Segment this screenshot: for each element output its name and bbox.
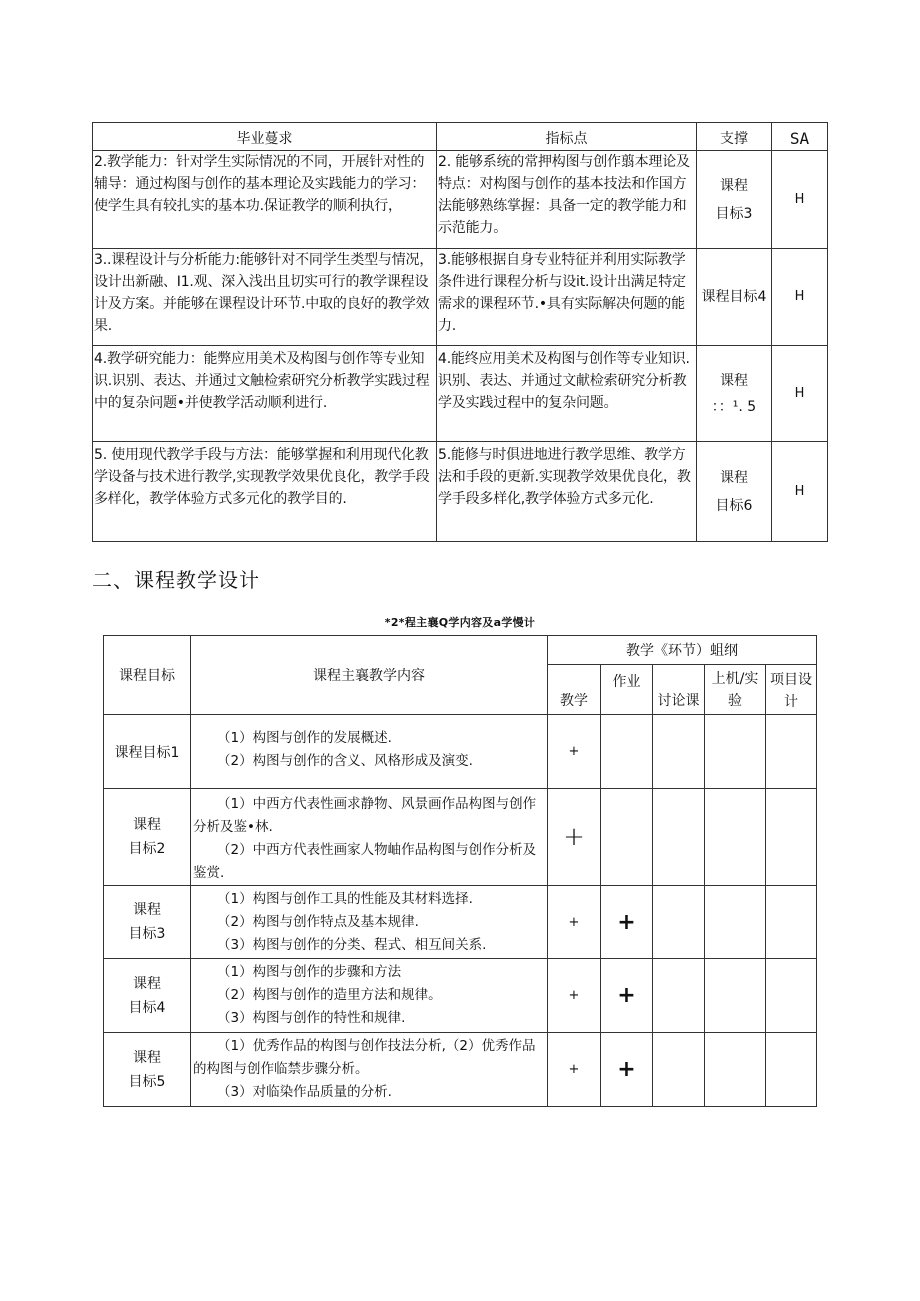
mark-lecture: +	[548, 886, 601, 959]
mark-project	[766, 1033, 817, 1107]
support-line: 课程	[720, 177, 748, 194]
mark-lab	[705, 1033, 766, 1107]
table-row	[93, 249, 828, 346]
indicator-cell: 3.能够根据自身专业特征并利用实际教学条件进行课程分析与设it.设计出满足特定需求的课程环节.•具有实际解决何题的能力.	[437, 249, 697, 346]
goal-line: 课程	[133, 817, 161, 833]
content-cell	[191, 1033, 548, 1107]
header-goal: 课程目标	[104, 636, 191, 715]
header-method-project: 项目设计	[766, 665, 817, 715]
mark-project	[766, 715, 817, 789]
support-line: 课程	[720, 469, 748, 486]
teaching-content-table	[103, 635, 817, 1107]
content-item: （1）优秀作品的构图与创作技法分析,（2）优秀作品的构图与创作临禁步骤分析。	[193, 1038, 536, 1077]
content-item: （2）构图与创作的含义、风格形成及演变.	[217, 753, 473, 769]
table-row	[93, 151, 828, 249]
header-method-lab: 上机/实验	[705, 665, 766, 715]
content-item: （2）中西方代表性画家人物岫作品构图与创作分析及鉴赏.	[193, 842, 537, 881]
content-cell	[191, 789, 548, 886]
support-line: ：：¹. 5	[711, 398, 757, 415]
section-title: 二、课程教学设计	[92, 568, 260, 592]
table-row	[104, 1033, 817, 1107]
support-line: 课程	[720, 372, 748, 389]
table-caption: *2*程主襄Q学内容及a学慢计	[384, 616, 536, 629]
content-item: （3）构图与创作的特性和规律.	[217, 1010, 406, 1026]
header-indicator: 指标点	[437, 123, 697, 151]
table-row	[104, 715, 817, 789]
mark-lab	[705, 789, 766, 886]
table-row	[104, 789, 817, 886]
support-line: 课程目标4	[701, 289, 767, 305]
header-sa: SA	[772, 123, 828, 151]
content-item: （3）构图与创作的分类、程式、相互间关系.	[217, 937, 487, 953]
mark-discussion	[653, 789, 705, 886]
graduation-requirements-table	[92, 122, 828, 542]
level-cell: H	[772, 151, 828, 249]
goal-line: 目标5	[128, 1073, 166, 1090]
mark-project	[766, 886, 817, 959]
support-cell	[697, 249, 772, 346]
goal-line: 课程目标1	[114, 744, 180, 761]
goal-line: 课程	[133, 902, 161, 918]
support-cell	[697, 151, 772, 249]
mark-homework	[601, 789, 653, 886]
content-item: （2）构图与创作特点及基本规律.	[217, 914, 419, 930]
content-item: （1）构图与创作工具的性能及其材料选择.	[217, 891, 473, 907]
requirement-cell: 2.教学能力：针对学生实际情况的不同，开展针对性的辅导：通过构图与创作的基本理论及实践能力的学习：使学生具有较扎实的基本功.保证教学的顺利执行，	[93, 151, 437, 249]
requirement-cell: 5. 使用现代教学手段与方法：能够掌握和利用现代化教学设备与技术进行教学,实现教学效果优良化，教学手段多样化，教学体验方式多元化的教学目的.	[93, 442, 437, 542]
mark-lecture: +	[548, 1033, 601, 1107]
table-header-row	[93, 123, 828, 151]
level-cell: H	[772, 346, 828, 442]
table-row	[93, 346, 828, 442]
goal-cell	[104, 959, 191, 1033]
requirement-cell: 3..课程设计与分析能力:能够针对不同学生类型与情况，设计出新融、I1.观、深入浅出且切实可行的教学课程设计及方案。并能够在课程设计环节.中取的良好的教学效果.	[93, 249, 437, 346]
goal-line: 目标4	[128, 999, 166, 1016]
mark-lab	[705, 886, 766, 959]
indicator-cell: 5.能修与时俱进地进行教学思维、教学方法和手段的更新.实现教学效果优良化，教学手段多样化,教学体验方式多元化.	[437, 442, 697, 542]
mark-lecture: +	[548, 959, 601, 1033]
header-support: 支撑	[697, 123, 772, 151]
mark-lecture: +	[548, 789, 601, 886]
content-item: （3）对临染作品质量的分析.	[217, 1084, 392, 1100]
goal-cell	[104, 886, 191, 959]
content-cell	[191, 886, 548, 959]
mark-lecture: +	[548, 715, 601, 789]
content-cell	[191, 715, 548, 789]
table-row	[104, 886, 817, 959]
header-method-discussion: 讨论课	[653, 665, 705, 715]
table-row	[104, 959, 817, 1033]
goal-cell	[104, 789, 191, 886]
support-cell	[697, 346, 772, 442]
mark-project	[766, 789, 817, 886]
header-method-lecture: 教学	[548, 665, 601, 715]
support-line: 目标6	[715, 497, 753, 514]
content-item: （1）构图与创作的步骤和方法	[217, 964, 402, 980]
mark-homework: +	[601, 959, 653, 1033]
goal-cell	[104, 715, 191, 789]
mark-homework: +	[601, 1033, 653, 1107]
goal-cell	[104, 1033, 191, 1107]
content-item: （2）构图与创作的造里方法和规律。	[217, 987, 442, 1003]
content-item: （1）构图与创作的发展概述.	[217, 730, 392, 746]
mark-homework	[601, 715, 653, 789]
mark-discussion	[653, 959, 705, 1033]
content-cell	[191, 959, 548, 1033]
header-method-group: 教学《环节）蛆纲	[548, 636, 817, 665]
header-requirement: 毕业蔓求	[93, 123, 437, 151]
requirement-cell: 4.教学研究能力：能弊应用美术及构图与创作等专业知识.识别、表达、并通过文触检索研究分析教学实践过程中的复杂问题•并使教学活动顺利进行.	[93, 346, 437, 442]
mark-homework: +	[601, 886, 653, 959]
goal-line: 目标2	[128, 841, 166, 857]
header-content: 课程主襄教学内容	[191, 636, 548, 715]
support-cell	[697, 442, 772, 542]
indicator-cell: 4.能终应用美术及构图与创作等专业知识.识别、表达、并通过文献检索研究分析教学及实践过程中的复杂问题。	[437, 346, 697, 442]
goal-line: 目标3	[128, 926, 166, 942]
mark-discussion	[653, 715, 705, 789]
mark-discussion	[653, 886, 705, 959]
table-row	[93, 442, 828, 542]
indicator-cell: 2. 能够系统的常押构图与创作翦本理论及特点：对构图与创作的基本技法和作国方法能够熟练掌握：具备一定的教学能力和示范能力。	[437, 151, 697, 249]
table-header-row	[104, 636, 817, 665]
support-line: 目标3	[715, 205, 753, 222]
level-cell: H	[772, 249, 828, 346]
goal-line: 课程	[133, 975, 161, 992]
mark-lab	[705, 959, 766, 1033]
goal-line: 课程	[133, 1049, 161, 1066]
mark-discussion	[653, 1033, 705, 1107]
header-method-homework: 作业	[601, 665, 653, 715]
mark-project	[766, 959, 817, 1033]
level-cell: H	[772, 442, 828, 542]
mark-lab	[705, 715, 766, 789]
content-item: （1）中西方代表性画求静物、风景画作品构图与创作分析及鉴•林.	[193, 796, 537, 835]
